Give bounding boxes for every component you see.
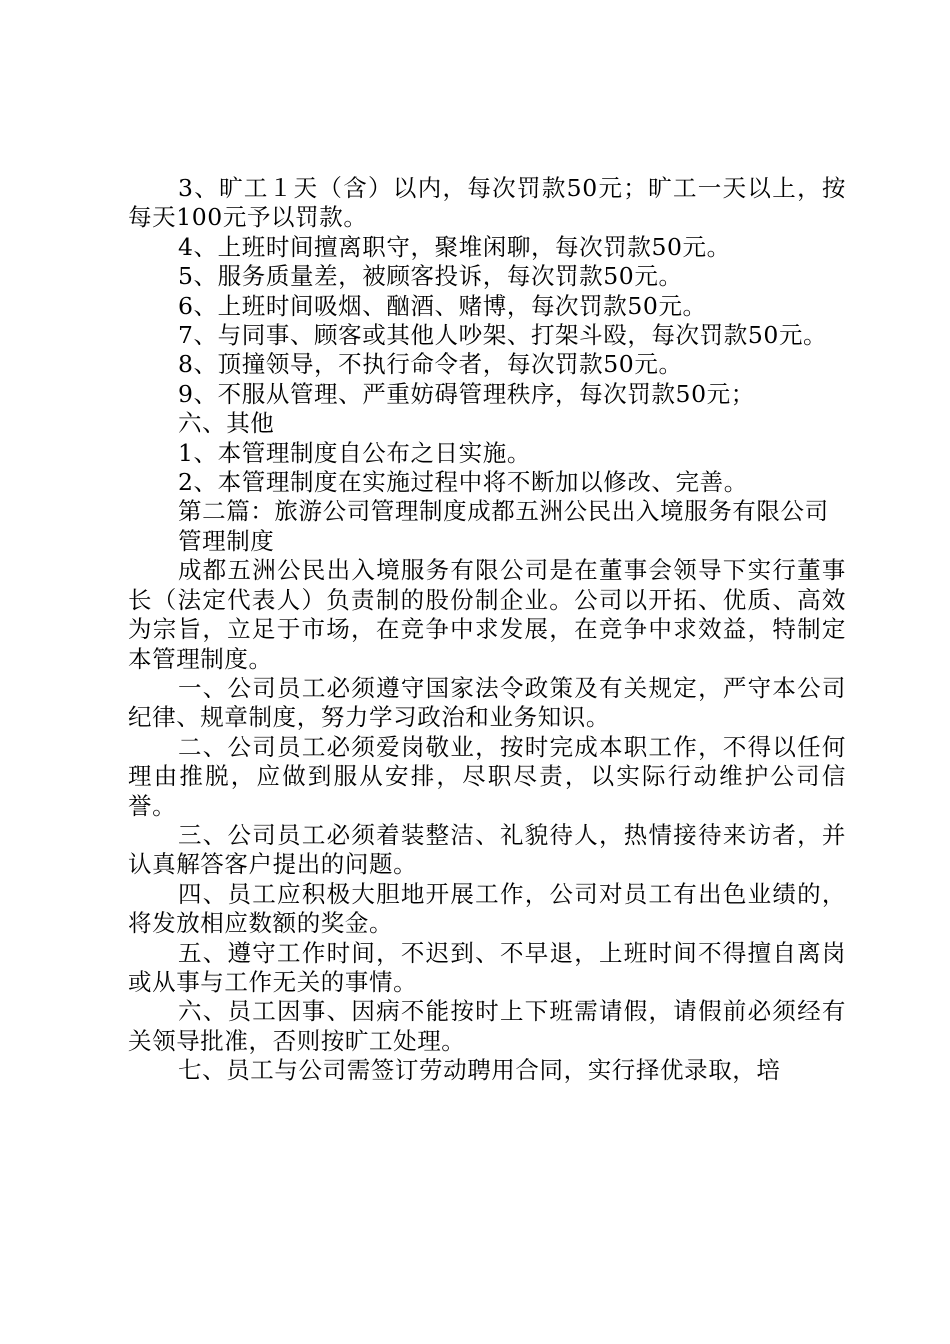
paragraph-rule-3: 3、旷工１天（含）以内，每次罚款50元；旷工一天以上，按每天100元予以罚款。 bbox=[128, 174, 846, 232]
paragraph-rule-8: 8、顶撞领导，不执行命令者，每次罚款50元。 bbox=[178, 350, 683, 379]
paragraph-item-6: 六、员工因事、因病不能按时上下班需请假，请假前必须经有关领导批准，否则按旷工处理。 bbox=[128, 997, 846, 1055]
paragraph-rule-4: 4、上班时间擅离职守，聚堆闲聊，每次罚款50元。 bbox=[178, 232, 731, 261]
paragraph-rule-9: 9、不服从管理、严重妨碍管理秩序，每次罚款50元； bbox=[178, 379, 755, 408]
paragraph-intro: 成都五洲公民出入境服务有限公司是在董事会领导下实行董事长（法定代表人）负责制的股份制企业。公司以开拓、优质、高效为宗旨，立足于市场，在竞争中求发展，在竞争中求效益，特制定本管理制度。 bbox=[128, 556, 846, 673]
paragraph-rule-7: 7、与同事、顾客或其他人吵架、打架斗殴，每次罚款50元。 bbox=[178, 321, 828, 350]
paragraph-other-1: 1、本管理制度自公布之日实施。 bbox=[178, 438, 531, 467]
paragraph-item-3: 三、公司员工必须着装整洁、礼貌待人，热情接待来访者，并认真解答客户提出的问题。 bbox=[128, 820, 846, 879]
paragraph-item-2: 二、公司员工必须爱岗敬业，按时完成本职工作，不得以任何理由推脱，应做到服从安排，尽职尽责，以实际行动维护公司信誉。 bbox=[128, 732, 846, 820]
paragraph-rule-6: 6、上班时间吸烟、酗酒、赌博，每次罚款50元。 bbox=[178, 291, 707, 320]
section-heading-other: 六、其他 bbox=[178, 409, 275, 438]
paragraph-item-7: 七、员工与公司需签订劳动聘用合同，实行择优录取，培 bbox=[178, 1056, 781, 1085]
paragraph-rule-5: 5、服务质量差，被顾客投诉，每次罚款50元。 bbox=[178, 262, 683, 291]
chapter-subtitle: 管理制度 bbox=[178, 526, 275, 555]
paragraph-other-2: 2、本管理制度在实施过程中将不断加以修改、完善。 bbox=[178, 468, 748, 497]
paragraph-item-4: 四、员工应积极大胆地开展工作，公司对员工有出色业绩的，将发放相应数额的奖金。 bbox=[128, 879, 846, 938]
chapter-title: 第二篇：旅游公司管理制度成都五洲公民出入境服务有限公司 bbox=[178, 497, 829, 526]
paragraph-item-1: 一、公司员工必须遵守国家法令政策及有关规定，严守本公司纪律、规章制度，努力学习政治和业务知识。 bbox=[128, 673, 846, 732]
paragraph-item-5: 五、遵守工作时间，不迟到、不早退，上班时间不得擅自离岗或从事与工作无关的事情。 bbox=[128, 938, 846, 996]
document-body bbox=[128, 174, 846, 1086]
